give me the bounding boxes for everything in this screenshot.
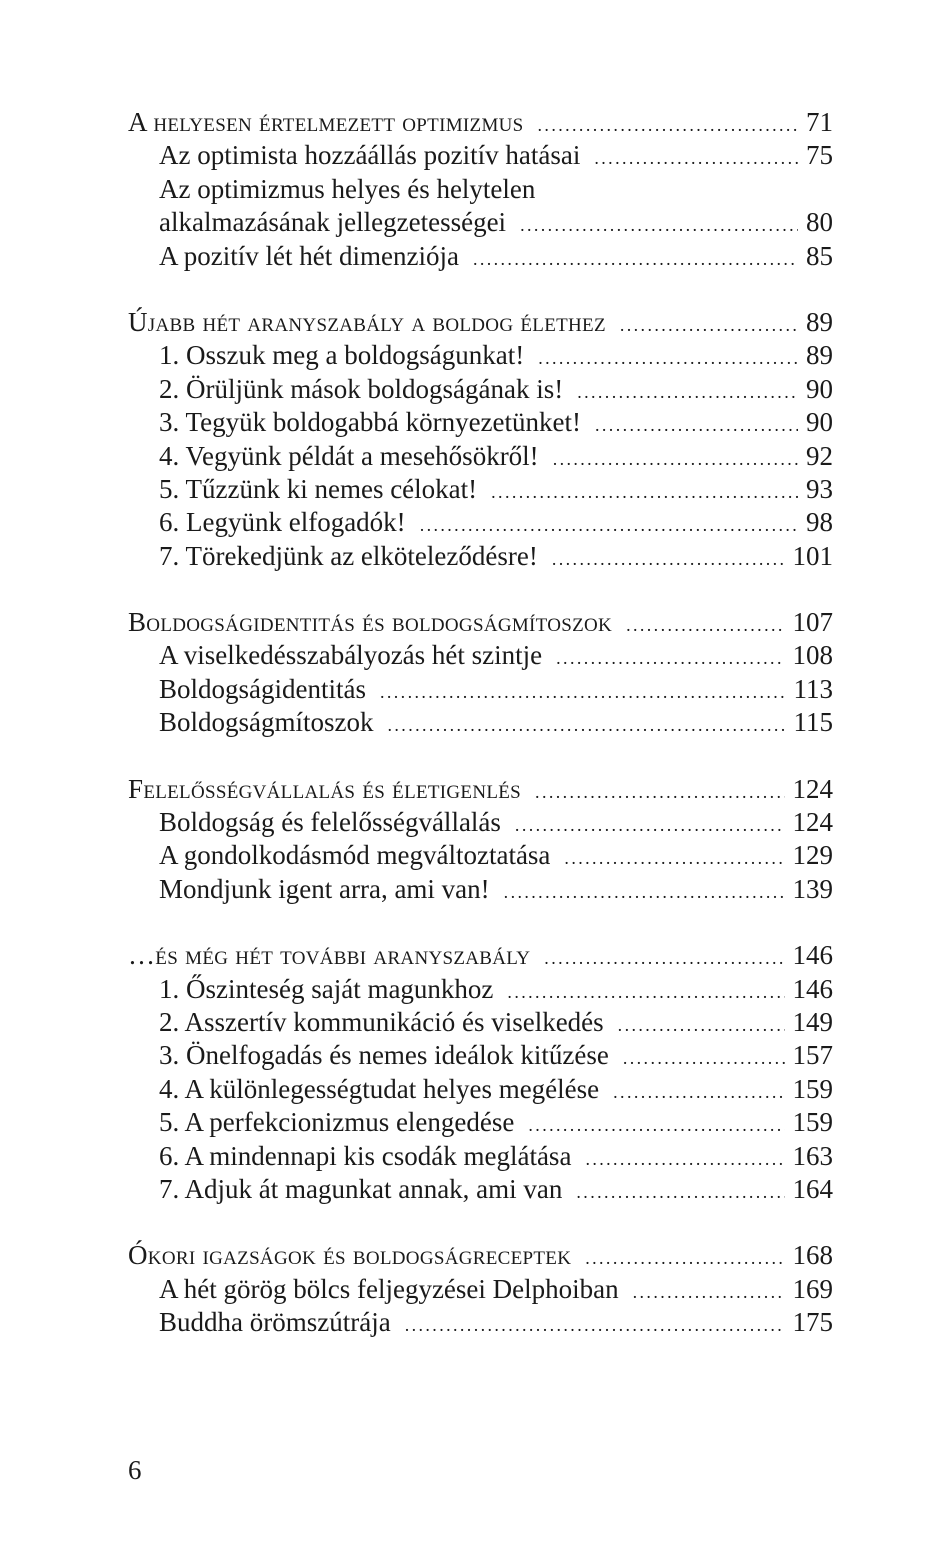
page-reference: 163 — [792, 1140, 833, 1171]
dot-leader — [515, 809, 785, 842]
page-reference: 139 — [792, 873, 833, 904]
page-reference: 164 — [792, 1173, 833, 1204]
dot-leader — [380, 676, 786, 709]
page-reference: 89 — [806, 340, 833, 371]
toc-chapter-entry — [128, 939, 833, 972]
subentry-title: A gondolkodásmód megváltoztatása — [159, 840, 551, 871]
subentry-title: 7. Törekedjünk az elköteleződésre! — [159, 540, 538, 571]
dot-leader — [507, 976, 784, 1009]
toc-subentry — [128, 173, 833, 206]
subentry-title: Boldogság és felelősségvállalás — [159, 807, 501, 838]
dot-leader — [420, 509, 798, 542]
chapter-title: Újabb hét aranyszabály a boldog élethez — [128, 306, 606, 337]
toc-chapter-entry — [128, 306, 833, 339]
toc-subentry — [128, 639, 833, 672]
subentry-title: 2. Örüljünk mások boldogságának is! — [159, 373, 564, 404]
subentry-title: Az optimista hozzáállás pozitív hatásai — [159, 140, 581, 171]
page-reference: 149 — [792, 1006, 833, 1037]
subentry-title: alkalmazásának jellegzetességei — [159, 207, 507, 238]
page-reference: 175 — [792, 1307, 833, 1338]
subentry-title: 6. Legyünk elfogadók! — [159, 507, 406, 538]
page-reference: 108 — [792, 640, 833, 671]
toc-subentry — [128, 973, 833, 1006]
subentry-title: Buddha örömszútrája — [159, 1307, 391, 1338]
subentry-title: Boldogságidentitás — [159, 673, 366, 704]
dot-leader — [576, 1176, 784, 1209]
toc-subentry — [128, 206, 833, 239]
page-reference: 115 — [793, 707, 833, 738]
dot-leader — [535, 776, 784, 809]
toc-section — [128, 939, 833, 1206]
toc-subentry — [128, 806, 833, 839]
toc-subentry — [128, 873, 833, 906]
page-reference: 93 — [806, 473, 833, 504]
chapter-title: …és még hét további aranyszabály — [128, 940, 531, 971]
dot-leader — [388, 709, 786, 742]
subentry-title: 7. Adjuk át magunkat annak, ami van — [159, 1173, 563, 1204]
page-reference: 89 — [806, 306, 833, 337]
dot-leader — [585, 1242, 784, 1275]
toc-chapter-entry — [128, 106, 833, 139]
subentry-title: 6. A mindennapi kis csodák meglátása — [159, 1140, 572, 1171]
subentry-title: 3. Tegyük boldogabbá környezetünket! — [159, 407, 581, 438]
toc-chapter-entry — [128, 606, 833, 639]
page-reference: 168 — [792, 1240, 833, 1271]
toc-section — [128, 106, 833, 273]
subentry-title: 5. A perfekcionizmus elengedése — [159, 1107, 515, 1138]
dot-leader — [633, 1276, 785, 1309]
toc-subentry — [128, 506, 833, 539]
dot-leader — [473, 243, 798, 276]
toc-section — [128, 1239, 833, 1339]
page-number: 6 — [128, 1455, 142, 1485]
toc-subentry — [128, 706, 833, 739]
page-reference: 124 — [792, 773, 833, 804]
toc-subentry — [128, 1039, 833, 1072]
page-reference: 129 — [792, 840, 833, 871]
page-reference: 169 — [792, 1273, 833, 1304]
subentry-title: A viselkedésszabályozás hét szintje — [159, 640, 543, 671]
toc-subentry — [128, 440, 833, 473]
toc-subentry — [128, 240, 833, 273]
page-reference: 146 — [792, 973, 833, 1004]
page-reference: 98 — [806, 507, 833, 538]
subentry-title: 1. Őszinteség saját magunkhoz — [159, 973, 494, 1004]
dot-leader — [626, 609, 784, 642]
dot-leader — [585, 1143, 784, 1176]
page-reference: 157 — [792, 1040, 833, 1071]
page-reference: 124 — [792, 807, 833, 838]
page-reference: 92 — [806, 440, 833, 471]
dot-leader — [620, 309, 798, 342]
subentry-title: 4. Vegyünk példát a mesehősökről! — [159, 440, 539, 471]
toc-subentry — [128, 1140, 833, 1173]
toc-subentry — [128, 1106, 833, 1139]
page-reference: 80 — [806, 207, 833, 238]
dot-leader — [544, 942, 784, 975]
toc-section — [128, 773, 833, 907]
page-reference: 159 — [792, 1073, 833, 1104]
subentry-title: 3. Önelfogadás és nemes ideálok kitűzése — [159, 1040, 609, 1071]
page-reference: 146 — [792, 940, 833, 971]
dot-leader — [556, 642, 784, 675]
toc-chapter-entry — [128, 773, 833, 806]
toc-subentry — [128, 1073, 833, 1106]
dot-leader — [623, 1042, 785, 1075]
toc-subentry — [128, 473, 833, 506]
subentry-title: A pozitív lét hét dimenziója — [159, 240, 459, 271]
dot-leader — [504, 876, 785, 909]
toc-subentry — [128, 1273, 833, 1306]
toc-subentry — [128, 1173, 833, 1206]
dot-leader — [553, 443, 798, 476]
table-of-contents — [128, 106, 833, 1373]
dot-leader — [491, 476, 798, 509]
toc-section — [128, 306, 833, 573]
dot-leader — [594, 142, 798, 175]
page-reference: 101 — [792, 540, 833, 571]
chapter-title: Ókori igazságok és boldogságreceptek — [128, 1240, 572, 1271]
dot-leader — [405, 1309, 785, 1342]
subentry-title: A hét görög bölcs feljegyzései Delphoiban — [159, 1273, 619, 1304]
dot-leader — [520, 209, 798, 242]
subentry-title: 5. Tűzzünk ki nemes célokat! — [159, 473, 478, 504]
chapter-title: A helyesen értelmezett optimizmus — [128, 107, 524, 137]
page-reference: 75 — [806, 140, 833, 171]
page-reference: 90 — [806, 373, 833, 404]
page-reference: 85 — [806, 240, 833, 271]
page-reference: 71 — [806, 107, 833, 137]
toc-subentry — [128, 339, 833, 372]
toc-section — [128, 606, 833, 740]
page-reference: 159 — [792, 1107, 833, 1138]
dot-leader — [613, 1076, 784, 1109]
dot-leader — [618, 1009, 785, 1042]
dot-leader — [538, 109, 798, 142]
chapter-title: Boldogságidentitás és boldogságmítoszok — [128, 607, 613, 638]
toc-subentry — [128, 373, 833, 406]
toc-subentry — [128, 139, 833, 172]
dot-leader — [552, 543, 785, 576]
dot-leader — [595, 409, 798, 442]
toc-subentry — [128, 406, 833, 439]
toc-subentry — [128, 1306, 833, 1339]
subentry-title: 1. Osszuk meg a boldogságunkat! — [159, 340, 525, 371]
toc-subentry — [128, 839, 833, 872]
dot-leader — [564, 842, 784, 875]
toc-chapter-entry — [128, 1239, 833, 1272]
page-reference: 90 — [806, 407, 833, 438]
subentry-title: Az optimizmus helyes és helytelen — [159, 173, 536, 204]
subentry-title: Mondjunk igent arra, ami van! — [159, 873, 490, 904]
dot-leader — [538, 342, 798, 375]
toc-subentry — [128, 673, 833, 706]
chapter-title: Felelősségvállalás és életigenlés — [128, 773, 522, 804]
subentry-title: 4. A különlegességtudat helyes megélése — [159, 1073, 600, 1104]
dot-leader — [577, 376, 798, 409]
dot-leader — [528, 1109, 784, 1142]
page-reference: 113 — [793, 673, 833, 704]
toc-subentry — [128, 1006, 833, 1039]
subentry-title: Boldogságmítoszok — [159, 707, 374, 738]
page-reference: 107 — [792, 607, 833, 638]
toc-subentry — [128, 540, 833, 573]
subentry-title: 2. Asszertív kommunikáció és viselkedés — [159, 1006, 604, 1037]
